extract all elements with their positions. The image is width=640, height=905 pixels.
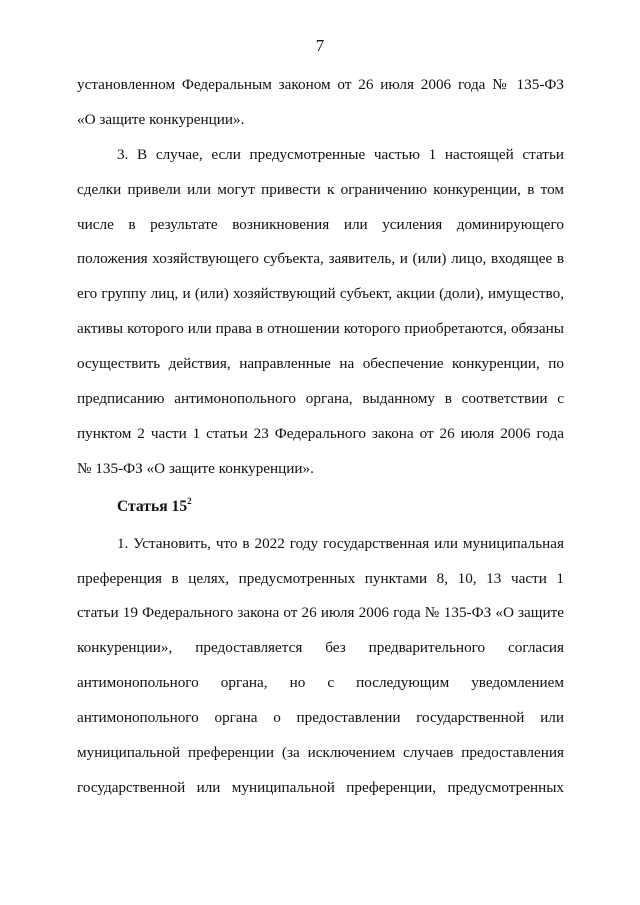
text-line: пунктом 2 части 1 статьи 23 Федерального закона от 26 июля 2006 года xyxy=(77,424,564,442)
text-line: его группу лиц, и (или) хозяйствующий субъект, акции (доли), имущество, xyxy=(77,285,564,303)
text-line: установленном Федеральным законом от 26 июля 2006 года № 135-ФЗ xyxy=(77,76,564,93)
text-line: активы которого или права в отношении которого приобретаются, обязаны xyxy=(77,320,564,338)
text-line: числе в результате возникновения или усиления доминирующего xyxy=(77,215,564,233)
text-line: предписанию антимонопольного органа, выданному в соответствии с xyxy=(77,390,564,408)
article-heading xyxy=(77,487,564,527)
paragraph-2 xyxy=(77,138,564,487)
article-superscript: 2 xyxy=(187,495,192,506)
text-line: преференция в целях, предусмотренных пунктами 8, 10, 13 части 1 xyxy=(77,569,564,587)
text-line: положения хозяйствующего субъекта, заявитель, и (или) лицо, входящее в xyxy=(77,250,564,268)
text-line: 3. В случае, если предусмотренные частью 1 настоящей статьи xyxy=(117,145,564,163)
text-line: антимонопольного органа, но с последующим уведомлением xyxy=(77,674,564,692)
document-body xyxy=(77,68,564,806)
paragraph-3 xyxy=(77,527,564,806)
text-line: муниципальной преференции (за исключением случаев предоставления xyxy=(77,744,564,762)
text-line: № 135-ФЗ «О защите конкуренции». xyxy=(77,459,314,477)
paragraph-1 xyxy=(77,68,564,138)
page-number: 7 xyxy=(315,36,325,55)
text-line: «О защите конкуренции». xyxy=(77,110,245,128)
article-title: Статья 15 xyxy=(117,497,188,515)
text-line: осуществить действия, направленные на обеспечение конкуренции, по xyxy=(77,355,564,373)
text-line: антимонопольного органа о предоставлении государственной или xyxy=(77,709,564,727)
text-line: 1. Установить, что в 2022 году государственная или муниципальная xyxy=(117,534,564,552)
text-line: сделки привели или могут привести к ограничению конкуренции, в том xyxy=(77,180,564,198)
text-line: статьи 19 Федерального закона от 26 июля 2006 года № 135-ФЗ «О защите xyxy=(77,604,564,622)
text-line: конкуренции», предоставляется без предварительного согласия xyxy=(77,639,564,657)
text-line: государственной или муниципальной преференции, предусмотренных xyxy=(77,778,564,796)
